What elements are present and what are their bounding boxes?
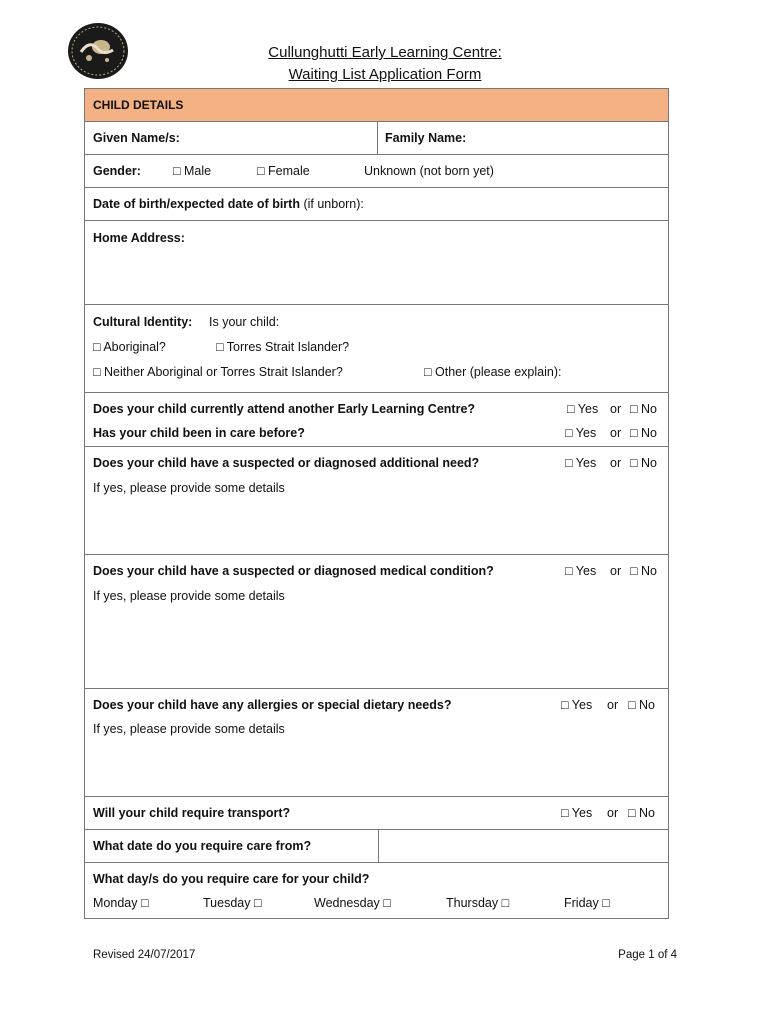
transport-no-checkbox[interactable]: □ No (628, 806, 656, 820)
transport-row (85, 796, 668, 829)
attendance-row (85, 392, 668, 446)
gender-label: Gender: (93, 164, 141, 178)
attend-or-text: or (610, 402, 622, 416)
page-number: Page 1 of 4 (618, 949, 677, 961)
medical-details-label: If yes, please provide some details (93, 589, 285, 603)
care-before-or-text: or (610, 426, 622, 440)
aboriginal-checkbox[interactable]: □ Aboriginal? (93, 340, 166, 354)
attend-yes-checkbox[interactable]: □ Yes (567, 402, 599, 416)
care-days-label: What day/s do you require care for your child? (93, 872, 370, 886)
gender-female-checkbox[interactable]: □ Female (257, 164, 310, 178)
attend-question: Does your child currently attend another Early Learning Centre? (93, 402, 476, 416)
monday-checkbox[interactable]: Monday □ (93, 896, 149, 910)
care-before-yes-checkbox[interactable]: □ Yes (565, 426, 597, 440)
dob-note: (if unborn): (303, 197, 364, 211)
allergies-row (85, 688, 668, 796)
dob-label: Date of birth/expected date of birth (93, 197, 300, 211)
attend-no-checkbox[interactable]: □ No (630, 402, 658, 416)
additional-need-no-checkbox[interactable]: □ No (630, 456, 658, 470)
torres-strait-checkbox[interactable]: □ Torres Strait Islander? (216, 340, 350, 354)
address-row (85, 220, 668, 304)
medical-yes-checkbox[interactable]: □ Yes (565, 564, 597, 578)
allergies-no-checkbox[interactable]: □ No (628, 698, 656, 712)
gender-unknown-option[interactable]: Unknown (not born yet) (364, 164, 494, 178)
section-header (85, 89, 668, 121)
transport-or-text: or (607, 806, 619, 820)
revised-date: Revised 24/07/2017 (93, 949, 196, 961)
address-label: Home Address: (93, 231, 185, 245)
family-name-label: Family Name: (385, 131, 467, 145)
dob-row (85, 187, 668, 220)
additional-need-row (85, 446, 668, 554)
allergies-question: Does your child have any allergies or special dietary needs? (93, 698, 452, 712)
names-divider (377, 122, 378, 154)
friday-checkbox[interactable]: Friday □ (564, 896, 610, 910)
child-details-form (84, 88, 669, 919)
wednesday-checkbox[interactable]: Wednesday □ (314, 896, 391, 910)
allergies-or-text: or (607, 698, 619, 712)
cultural-identity-row (85, 304, 668, 392)
dob-field (93, 197, 364, 211)
transport-question: Will your child require transport? (93, 806, 291, 820)
neither-checkbox[interactable]: □ Neither Aboriginal or Torres Strait Islander? (93, 365, 343, 379)
names-row (85, 121, 668, 154)
cultural-identity-question: Is your child: (209, 315, 280, 329)
medical-no-checkbox[interactable]: □ No (630, 564, 658, 578)
medical-or-text: or (610, 564, 622, 578)
gender-male-checkbox[interactable]: □ Male (173, 164, 212, 178)
transport-yes-checkbox[interactable]: □ Yes (561, 806, 593, 820)
form-title-line1: Cullunghutti Early Learning Centre: (268, 44, 502, 61)
other-checkbox[interactable]: □ Other (please explain): (424, 365, 562, 379)
care-from-divider (378, 830, 379, 862)
given-name-label: Given Name/s: (93, 131, 180, 145)
cultural-identity-label: Cultural Identity: (93, 315, 193, 329)
care-before-no-checkbox[interactable]: □ No (630, 426, 658, 440)
tuesday-checkbox[interactable]: Tuesday □ (203, 896, 262, 910)
gender-row (85, 154, 668, 187)
additional-need-or-text: or (610, 456, 622, 470)
additional-need-question: Does your child have a suspected or diagnosed additional need? (93, 456, 480, 470)
additional-need-yes-checkbox[interactable]: □ Yes (565, 456, 597, 470)
allergies-yes-checkbox[interactable]: □ Yes (561, 698, 593, 712)
care-from-row (85, 829, 668, 862)
form-title-line2: Waiting List Application Form (288, 66, 482, 83)
thursday-checkbox[interactable]: Thursday □ (446, 896, 510, 910)
allergies-details-label: If yes, please provide some details (93, 722, 285, 736)
additional-need-details-label: If yes, please provide some details (93, 481, 285, 495)
care-from-label: What date do you require care from? (93, 839, 312, 853)
section-header-text: CHILD DETAILS (93, 98, 184, 112)
care-days-row (85, 862, 668, 918)
medical-condition-row (85, 554, 668, 688)
medical-question: Does your child have a suspected or diagnosed medical condition? (93, 564, 494, 578)
care-before-question: Has your child been in care before? (93, 426, 305, 440)
